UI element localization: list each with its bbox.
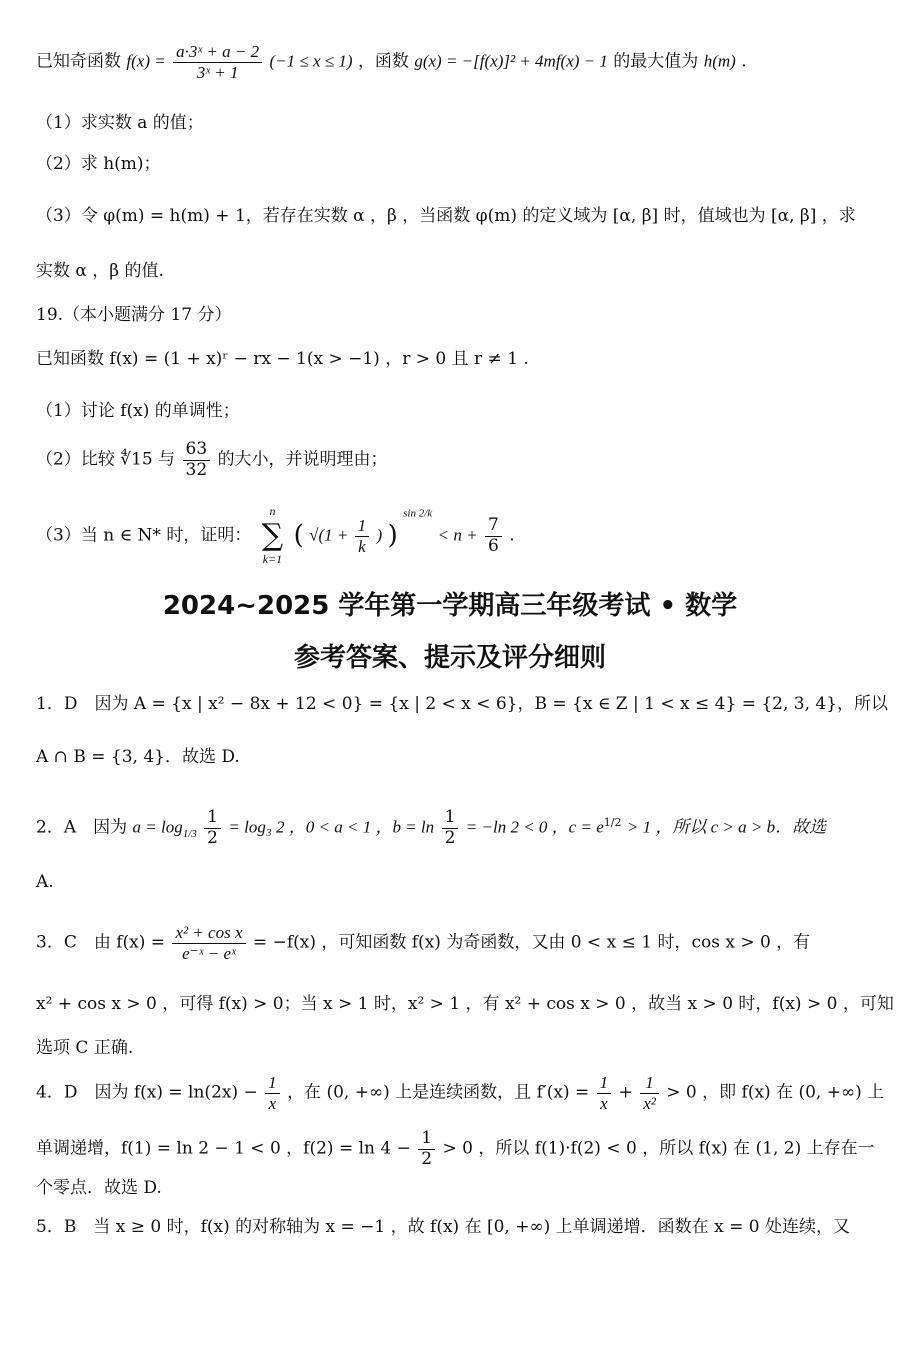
a3-den: e⁻ˣ − eˣ [182, 943, 236, 963]
q19-rhs-fraction [485, 516, 502, 556]
q18-h-m: h(m) [703, 51, 736, 71]
q19-part1: （1）讨论 f(x) 的单调性； [36, 401, 240, 421]
q19-part2 [36, 440, 388, 480]
answer-4-line2 [36, 1129, 875, 1169]
q19-inner-num: 1 [355, 516, 370, 537]
q19-sum-bottom: k=1 [262, 552, 283, 567]
a2-pre: 2．A 因为 [36, 817, 128, 838]
answer-2-line1 [36, 808, 826, 848]
q18-part1: （1）求实数 a 的值； [36, 113, 204, 133]
a2-half-den: 2 [207, 827, 218, 848]
q18-part3-line2: 实数 α ，β 的值. [36, 261, 164, 281]
q18-stem [36, 42, 747, 82]
answer-3-line1 [36, 923, 810, 963]
answer-heading-line1: 2024~2025 学年第一学期高三年级考试 • 数学 [162, 591, 738, 621]
a2-mid2: = −ln 2 < 0 ，c = e [465, 817, 604, 837]
a4-line2-frac [418, 1129, 435, 1169]
answer-heading-line2: 参考答案、提示及评分细则 [293, 643, 606, 673]
q19-part2-fraction [183, 440, 211, 480]
a2-half-2 [442, 808, 459, 848]
q19-part3-pre: （3）当 n ∈ N* 时，证明： [36, 525, 252, 546]
q19-part2-mid: 与 [158, 449, 176, 470]
answer-4-line3: 个零点．故选 D. [36, 1178, 162, 1198]
q18-g-def: g(x) = −[f(x)]² + 4mf(x) − 1 [414, 51, 608, 71]
a4-post: > 0 ，即 f(x) 在 (0, +∞) 上 [666, 1082, 885, 1103]
a3-num: x² + cos x [172, 923, 245, 944]
q18-frac-num: a·3ˣ + a − 2 [173, 42, 262, 63]
a4-frac2-den: x [600, 1093, 608, 1113]
a4-line2-post: > 0 ，所以 f(1)·f(2) < 0 ，所以 f(x) 在 (1, 2) 上存在一 [442, 1138, 875, 1159]
q18-part3-line1: （3）令 φ(m) = h(m) + 1，若存在实数 α ，β ，当函数 φ(m) 的定义域为 [α, β] 时，值域也为 [α, β] ，求 [36, 206, 856, 226]
q19-rhs-den: 6 [487, 535, 499, 556]
a2-exp: 1/2 [603, 815, 622, 829]
q19-inner-pre: √(1 + [309, 525, 353, 545]
q19-part3 [36, 505, 515, 567]
q18-part2: （2）求 h(m)； [36, 154, 161, 174]
answer-5-line1: 5．B 当 x ≥ 0 时，f(x) 的对称轴为 x = −1 ，故 f(x) 在 [0, +∞) 上单调递增．函数在 x = 0 处连续，又 [36, 1217, 850, 1237]
q18-stem-text: 已知奇函数 [36, 51, 121, 72]
a4-line2-pre: 单调递增，f(1) = ln 2 − 1 < 0 ，f(2) = ln 4 − [36, 1138, 411, 1159]
a4-frac-3 [640, 1073, 659, 1113]
a4-mid: ，在 (0, +∞) 上是连续函数，且 f′(x) = [287, 1082, 590, 1103]
a2-a: a = log [132, 817, 183, 837]
a2-base: 1/3 [182, 827, 197, 840]
a2-half-1 [204, 808, 221, 848]
q19-sum-symbol: ∑ [261, 517, 284, 553]
q19-sum-top: n [269, 504, 276, 518]
a4-frac1-den: x [268, 1093, 277, 1113]
answer-3-line3: 选项 C 正确. [36, 1038, 134, 1058]
q19-inner-den: k [358, 536, 366, 556]
answer-2-line2: A. [36, 872, 54, 892]
a4-frac2-num: 1 [597, 1073, 612, 1094]
q18-stem-end: . [741, 51, 747, 72]
q19-rhs: < n + [437, 525, 478, 545]
q19-end: . [509, 525, 515, 546]
a3-pre: 3．C 由 f(x) = [36, 932, 166, 953]
q18-f-lhs: f(x) = [126, 51, 166, 71]
q19-header: 19.（本小题满分 17 分） [36, 305, 232, 325]
answer-4-line1 [36, 1073, 884, 1113]
a4-frac-2 [597, 1073, 612, 1113]
a4-frac3-den: x² [643, 1093, 656, 1113]
q19-rhs-num: 7 [485, 516, 502, 537]
q19-close-paren: ) [387, 520, 398, 551]
q19-inner-fraction [355, 516, 370, 556]
a2-mid: = log₃ 2 ，0 < a < 1 ，b = ln [228, 817, 435, 837]
a4-line2-num: 1 [418, 1129, 435, 1150]
q19-inner-post: ) [376, 525, 383, 545]
a4-pre: 4．D 因为 f(x) = ln(2x) − [36, 1082, 258, 1103]
a2-half2-den: 2 [444, 827, 456, 848]
a4-frac3-num: 1 [640, 1073, 659, 1094]
a2-post: > 1 ，所以 c > a > b．故选 [626, 817, 827, 837]
a4-frac-1 [265, 1073, 280, 1113]
q19-exponent: sin 2/k [403, 507, 433, 520]
q19-part2-post: 的大小，并说明理由； [217, 449, 388, 470]
a2-half-num: 1 [204, 808, 221, 829]
a4-plus: + [618, 1082, 633, 1103]
q18-stem-text-3: 的最大值为 [613, 51, 699, 72]
a2-half2-num: 1 [442, 808, 459, 829]
answer-1-line1: 1．D 因为 A = {x | x² − 8x + 12 < 0} = {x | 2 < x < 6}，B = {x ∈ Z | 1 < x ≤ 4} = {2, 3, 4}，所以 [36, 694, 889, 714]
q19-part2-root: ∜15 [120, 449, 153, 470]
q18-fraction [173, 42, 262, 82]
q19-part2-pre: （2）比较 [36, 449, 115, 470]
a3-post: = −f(x) ，可知函数 f(x) 为奇函数，又由 0 < x ≤ 1 时，cos x > 0 ，有 [252, 932, 811, 953]
a4-frac1-num: 1 [265, 1073, 280, 1094]
q18-stem-text-2: ，函数 [357, 51, 409, 72]
q19-stem: 已知函数 f(x) = (1 + x)ʳ − rx − 1(x > −1) ，r > 0 且 r ≠ 1 . [36, 349, 529, 369]
a4-line2-den: 2 [421, 1148, 433, 1169]
q19-open-paren: ( [293, 520, 304, 551]
q19-part2-num: 63 [183, 440, 211, 461]
q18-frac-den: 3ˣ + 1 [196, 62, 239, 82]
a3-fraction [172, 923, 245, 963]
answer-3-line2: x² + cos x > 0 ，可得 f(x) > 0；当 x > 1 时，x² > 1 ，有 x² + cos x > 0 ，故当 x > 0 时，f(x) > 0 ，可知 [36, 994, 894, 1014]
q19-sum [259, 505, 286, 567]
q18-domain: (−1 ≤ x ≤ 1) [269, 51, 353, 71]
answer-1-line2: A ∩ B = {3, 4}．故选 D. [36, 747, 240, 767]
q19-part2-den: 32 [185, 459, 208, 480]
